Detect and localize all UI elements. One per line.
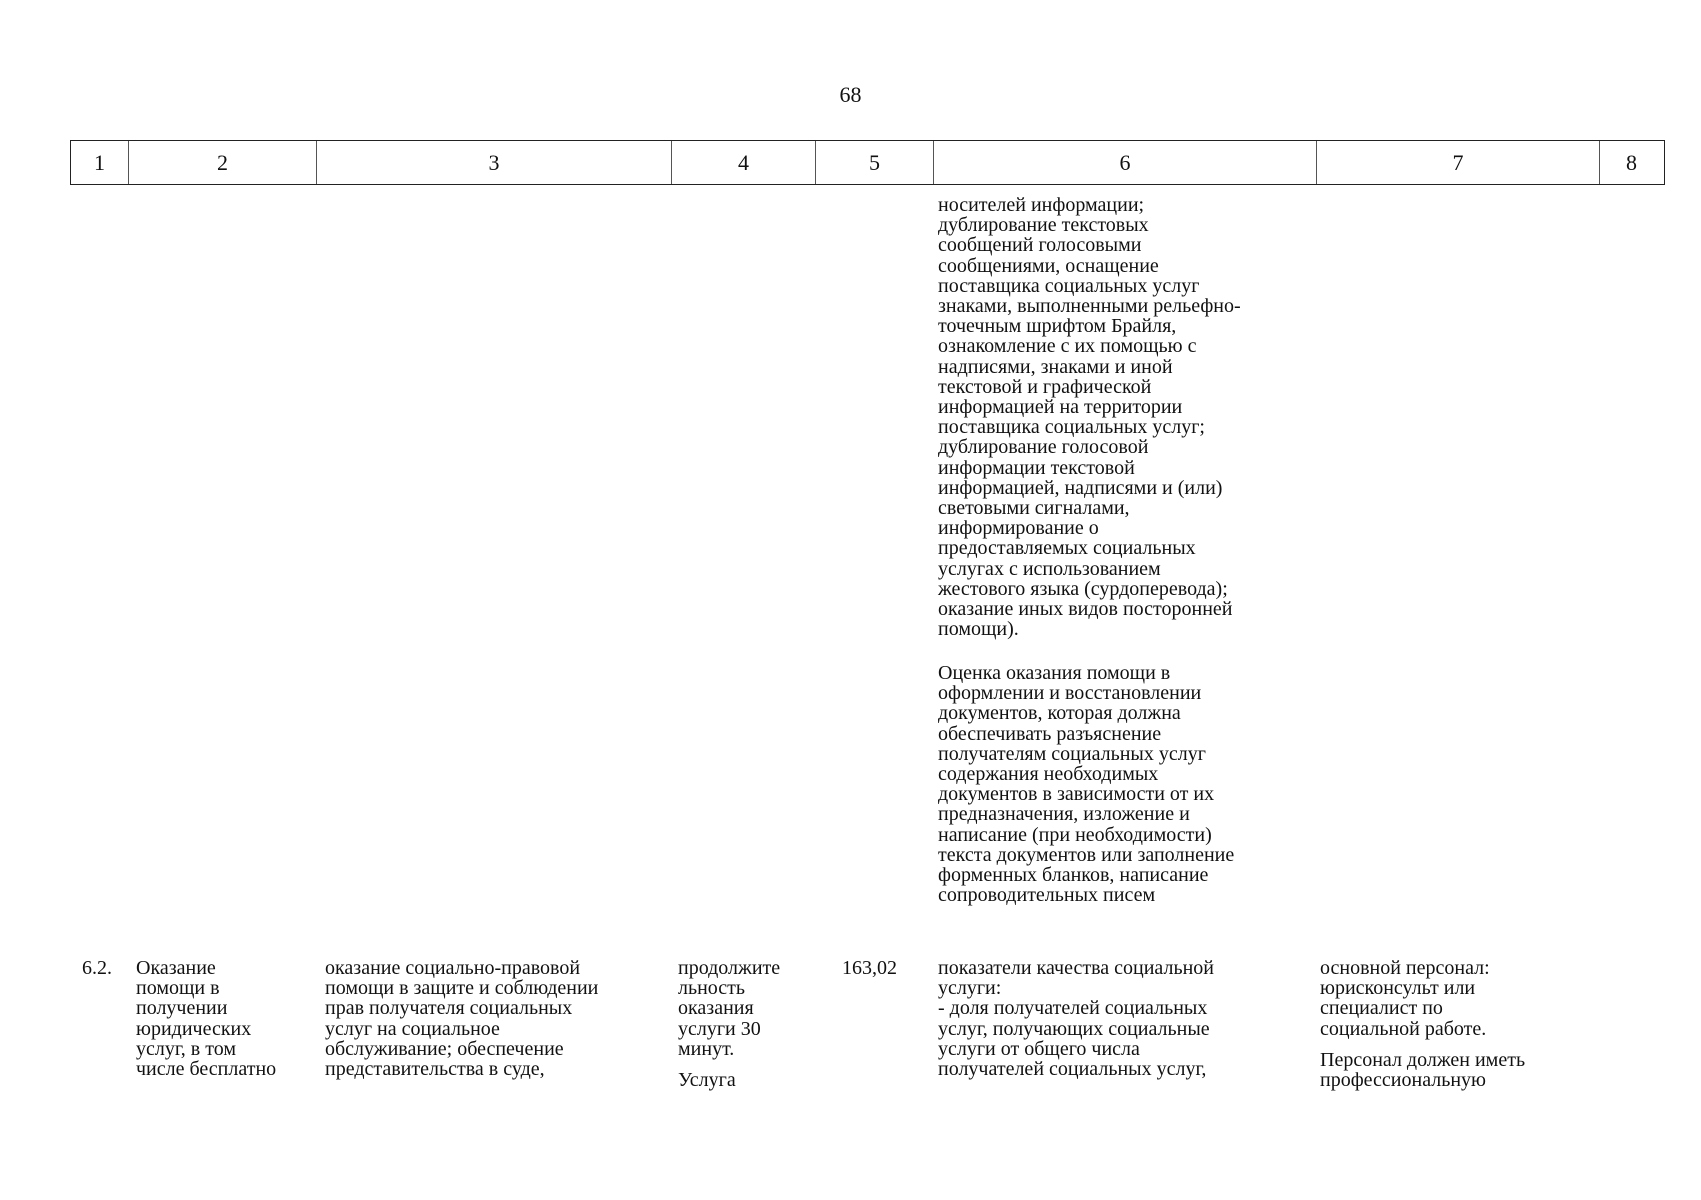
header-col-1: 1 <box>94 149 105 175</box>
staff-requirements: основной персонал: юрисконсульт или специалист по социальной работе. <box>1320 957 1490 1040</box>
header-col-8: 8 <box>1599 141 1663 184</box>
table-header-row <box>70 140 1665 185</box>
col6-assessment-text: Оценка оказания помощи в оформлении и восстановлении документов, которая должна обеспечивать разъяснение получателям социальных услуг содержания необходимых документов в зависимости от их предназначения, изложение и написание (при необходимости) текста документов или заполнение форменных бланков, написание сопроводительных писем <box>938 662 1235 907</box>
service-price: 163,02 <box>842 957 897 979</box>
service-description: оказание социально-правовой помощи в защите и соблюдении прав получателя социальных услуг на социальное обслуживание; обеспечение представительства в суде, <box>325 957 599 1081</box>
quality-indicators: показатели качества социальной услуги: - доля получателей социальных услуг, получающих социальные услуги от общего числа получателей социальных услуг, <box>938 957 1214 1081</box>
header-col-5: 5 <box>815 141 933 184</box>
header-col-3: 3 <box>316 141 671 184</box>
header-col-4: 4 <box>671 141 815 184</box>
service-duration: продолжите льность оказания услуги 30 минут. <box>678 957 781 1060</box>
header-col-7: 7 <box>1316 141 1599 184</box>
page-number: 68 <box>839 82 862 107</box>
service-name: Оказание помощи в получении юридических услуг, в том числе бесплатно <box>136 957 277 1081</box>
service-duration-extra: Услуга <box>678 1069 736 1091</box>
header-col-2: 2 <box>128 141 316 184</box>
col6-continuation-text: носителей информации; дублирование текстовых сообщений голосовыми сообщениями, оснащение поставщика социальных услуг знаками, выполненными рельефно- точечным шрифтом Брайля, ознакомление с их помощью с надписями, знаками и иной текстовой и графической информацией на территории поставщика социальных услуг; дублирование голосовой информации текстовой информацией, надписями и (или) световыми сигналами, информирование о предоставляемых социальных услугах с использованием жестового языка (сурдоперевода); оказание иных видов посторонней помощи). <box>938 194 1241 641</box>
header-col-6: 6 <box>933 141 1316 184</box>
staff-requirements-extra: Персонал должен иметь профессиональную <box>1320 1049 1526 1092</box>
row-number: 6.2. <box>82 957 112 979</box>
